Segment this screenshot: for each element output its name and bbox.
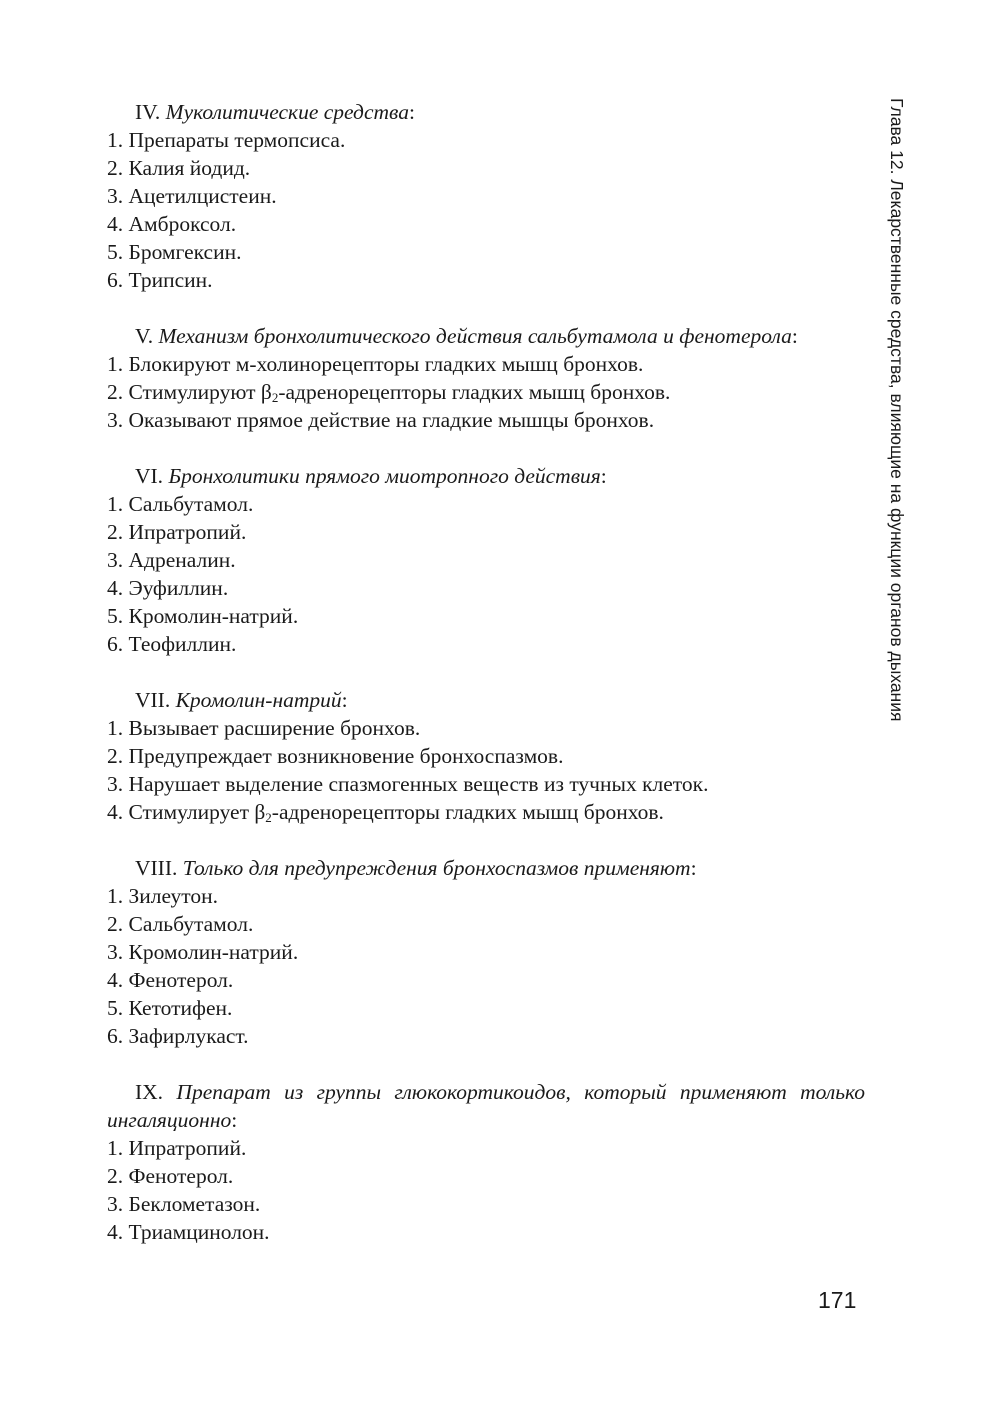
answer-option [107,574,865,602]
option-text: Кетотифен. [128,996,233,1020]
question-block [107,322,865,434]
option-text: Нарушает выделение спазмогенных веществ из тучных клеток. [128,772,709,796]
option-text: Ипратропий. [128,520,247,544]
answer-option [107,182,865,210]
answer-option [107,882,865,910]
option-text: Стимулирует β [128,800,266,824]
option-number: 2. [107,380,129,404]
answer-option [107,1134,865,1162]
option-text: Фенотерол. [128,968,234,992]
answer-option [107,378,865,406]
question-colon: : [231,1108,238,1132]
option-number: 3. [107,940,129,964]
question-number: VIII. [135,856,183,880]
option-number: 2. [107,520,129,544]
option-number: 1. [107,716,129,740]
option-text: Фенотерол. [128,1164,234,1188]
option-number: 1. [107,352,129,376]
question-colon: : [690,856,697,880]
option-number: 4. [107,576,129,600]
option-text: Эуфиллин. [128,576,229,600]
question-heading [107,686,865,714]
answer-option [107,1218,865,1246]
option-number: 3. [107,1192,129,1216]
answer-list [107,350,865,434]
answer-option [107,630,865,658]
answer-list [107,882,865,1050]
option-number: 1. [107,492,129,516]
answer-list [107,714,865,826]
answer-option [107,798,865,826]
question-text: Бронхолитики прямого миотропного действия [168,464,601,488]
question-block [107,1078,865,1246]
answer-option [107,966,865,994]
answer-option [107,210,865,238]
question-colon: : [600,464,607,488]
option-text: Кромолин-натрий. [128,940,299,964]
option-number: 2. [107,1164,129,1188]
option-number: 5. [107,996,129,1020]
option-text: Ацетилцистеин. [128,184,277,208]
question-number: VII. [135,688,176,712]
question-number: IX. [135,1080,177,1104]
option-number: 6. [107,1024,129,1048]
question-block [107,686,865,826]
option-text: Кромолин-натрий. [128,604,299,628]
option-text: Оказывают прямое действие на гладкие мышцы бронхов. [128,408,655,432]
answer-option [107,126,865,154]
answer-list [107,490,865,658]
option-text: Стимулируют β [128,380,272,404]
option-text: Сальбутамол. [128,912,254,936]
option-number: 1. [107,884,129,908]
answer-option [107,350,865,378]
answer-list [107,1134,865,1246]
option-text: Препараты термопсиса. [128,128,346,152]
option-text: Вызывает расширение бронхов. [128,716,421,740]
answer-list [107,126,865,294]
option-text: Сальбутамол. [128,492,254,516]
question-text: Кромолин-натрий [175,688,342,712]
option-text: Амброксол. [128,212,237,236]
answer-option [107,406,865,434]
question-heading [107,1078,865,1134]
question-number: VI. [135,464,169,488]
option-text: Теофиллин. [128,632,237,656]
answer-option [107,994,865,1022]
question-number: V. [135,324,159,348]
answer-option [107,938,865,966]
question-heading [107,98,865,126]
answer-option [107,770,865,798]
answer-option [107,266,865,294]
option-text: Предупреждает возникновение бронхоспазмов. [128,744,564,768]
answer-option [107,910,865,938]
question-number: IV. [135,100,166,124]
question-text: Только для предупреждения бронхоспазмов применяют [182,856,691,880]
option-text: Калия йодид. [128,156,251,180]
answer-option [107,714,865,742]
answer-option [107,602,865,630]
option-number: 2. [107,744,129,768]
option-text: Блокируют м-холинорецепторы гладких мышц бронхов. [128,352,644,376]
option-text: Зафирлукаст. [128,1024,249,1048]
chapter-running-header: Глава 12. Лекарственные средства, влияющие на функции органов дыхания [887,98,907,722]
option-text: Адреналин. [128,548,236,572]
option-text: Зилеутон. [128,884,219,908]
page-number: 171 [818,1287,857,1313]
option-number: 6. [107,632,129,656]
question-block [107,854,865,1050]
question-text: Муколитические средства [165,100,409,124]
option-text: Ипратропий. [128,1136,247,1160]
option-number: 5. [107,604,129,628]
question-heading [107,322,865,350]
question-colon: : [791,324,798,348]
option-number: 5. [107,240,129,264]
question-text: Препарат из группы глюкокортикоидов, который применяют только ингаляционно [107,1080,865,1132]
option-text: Трипсин. [128,268,213,292]
option-number: 3. [107,772,129,796]
option-number: 4. [107,968,129,992]
question-text: Механизм бронхолитического действия сальбутамола и фенотерола [158,324,792,348]
page-content [107,98,865,1274]
option-number: 2. [107,912,129,936]
option-text: Беклометазон. [128,1192,261,1216]
answer-option [107,742,865,770]
option-number: 4. [107,212,129,236]
option-number: 1. [107,1136,129,1160]
option-text: Бромгексин. [128,240,242,264]
question-heading [107,462,865,490]
question-heading [107,854,865,882]
option-number: 6. [107,268,129,292]
answer-option [107,1162,865,1190]
option-text-rest: -адренорецепторы гладких мышц бронхов. [271,800,664,824]
option-number: 3. [107,548,129,572]
answer-option [107,154,865,182]
option-number: 3. [107,184,129,208]
option-subscript: 2 [265,810,272,825]
option-number: 3. [107,408,129,432]
answer-option [107,490,865,518]
answer-option [107,546,865,574]
option-number: 1. [107,128,129,152]
question-block [107,462,865,658]
answer-option [107,1190,865,1218]
option-number: 2. [107,156,129,180]
question-colon: : [408,100,415,124]
option-text: Триамцинолон. [128,1220,270,1244]
option-text-rest: -адренорецепторы гладких мышц бронхов. [278,380,671,404]
answer-option [107,238,865,266]
answer-option [107,518,865,546]
question-block [107,98,865,294]
option-number: 4. [107,1220,129,1244]
answer-option [107,1022,865,1050]
question-colon: : [341,688,348,712]
option-number: 4. [107,800,129,824]
option-subscript: 2 [271,390,279,405]
